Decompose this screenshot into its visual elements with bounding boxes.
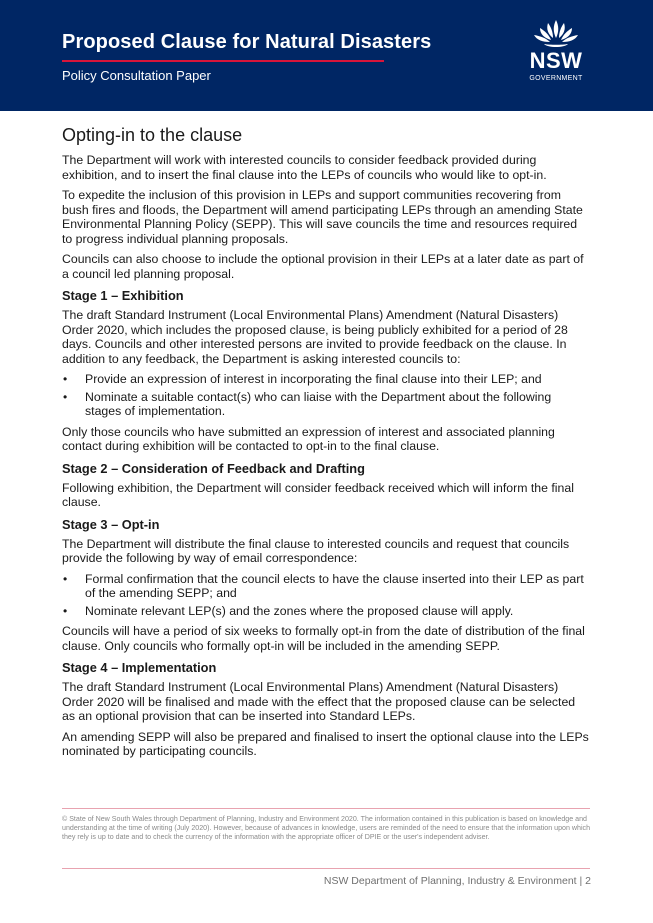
footer-divider-bottom	[62, 868, 590, 869]
page-footer-label: NSW Department of Planning, Industry & Environment | 2	[323, 875, 591, 887]
stage-3-paragraph: Councils will have a period of six weeks to formally opt-in from the date of distribution of the final clause. Only councils who formally opt-in will be included in the amending SEPP.	[62, 624, 585, 653]
intro-paragraph: Councils can also choose to include the optional provision in their LEPs at a later date as part of a council led planning proposal.	[62, 252, 584, 281]
intro-paragraph: The Department will work with interested councils to consider feedback provided during exhibition, and to insert the final clause into the LEPs of councils who would like to opt-in.	[62, 153, 547, 182]
stage-4-heading: Stage 4 – Implementation	[62, 660, 217, 675]
bullet-icon: •	[63, 389, 68, 404]
page-header	[0, 0, 653, 111]
page-body	[62, 124, 590, 765]
list-item: • Formal confirmation that the council elects to have the clause inserted into their LEP as part of the amending SEPP; and	[63, 571, 584, 600]
logo-wordmark: NSW	[529, 48, 583, 73]
title-underline	[62, 60, 384, 62]
waratah-icon	[524, 18, 588, 52]
footer-divider-top	[62, 808, 590, 809]
stage-1-paragraph: Only those councils who have submitted an expression of interest and associated planning contact during exhibition will be contacted to opt-in to the final clause.	[62, 424, 555, 453]
stage-2-paragraph: Following exhibition, the Department will consider feedback received which will inform the final clause.	[62, 480, 574, 509]
list-item: • Nominate a suitable contact(s) who can liaise with the Department about the following stages of implementation.	[63, 389, 552, 418]
bullet-icon: •	[63, 571, 68, 586]
bullet-icon: •	[63, 603, 68, 618]
stage-3-list	[62, 572, 590, 619]
copyright-disclaimer: © State of New South Wales through Department of Planning, Industry and Environment 2020. The information contained in this publication is based on knowledge and understanding at the time of writing (July 2020). However, because of advances in knowledge, users are reminded of the need to ensure that the information upon which they rely is up to date and to check the currency of the information with the appropriate officer of DPIE or the user's independent adviser.	[62, 815, 591, 841]
stage-2-heading: Stage 2 – Consideration of Feedback and Drafting	[62, 460, 365, 476]
document-subtitle: Policy Consultation Paper	[62, 68, 211, 83]
stage-1-paragraph: The draft Standard Instrument (Local Environmental Plans) Amendment (Natural Disasters) Order 2020, which includes the proposed clause, is being publicly exhibited for a period of 28 days. Councils and other interested persons are invited to provide feedback on the clause. In addition to any feedback, the Department is asking interested councils to:	[62, 308, 568, 366]
bullet-icon: •	[63, 372, 68, 386]
list-item: • Nominate relevant LEP(s) and the zones where the proposed clause will apply.	[63, 603, 514, 618]
intro-paragraph: To expedite the inclusion of this provision in LEPs and support communities recovering from bush fires and floods, the Department will amend participating LEPs through an amending State Environmental Planning Policy (SEPP). This will save councils the time and resources required to progress individual planning proposals.	[62, 188, 583, 246]
document-title: Proposed Clause for Natural Disasters	[62, 31, 432, 53]
stage-1-list	[62, 372, 590, 419]
list-item: • Provide an expression of interest in incorporating the final clause into their LEP; and	[63, 372, 542, 386]
nsw-government-logo	[524, 18, 588, 88]
section-heading: Opting-in to the clause	[62, 125, 243, 145]
logo-government-label: GOVERNMENT	[529, 75, 583, 82]
stage-3-paragraph: The Department will distribute the final clause to interested councils and request that councils provide the following by way of email correspondence:	[62, 536, 570, 565]
stage-4-paragraph: The draft Standard Instrument (Local Environmental Plans) Amendment (Natural Disasters) Order 2020 will be finalised and made with the effect that the proposed clause can be selected as an optional provision that can be inserted into Standard LEPs.	[62, 680, 576, 723]
stage-3-heading: Stage 3 – Opt-in	[62, 516, 160, 532]
stage-4-paragraph: An amending SEPP will also be prepared and finalised to insert the optional clause into the LEPs nominated by participating councils.	[62, 729, 589, 758]
stage-1-heading: Stage 1 – Exhibition	[62, 288, 184, 303]
